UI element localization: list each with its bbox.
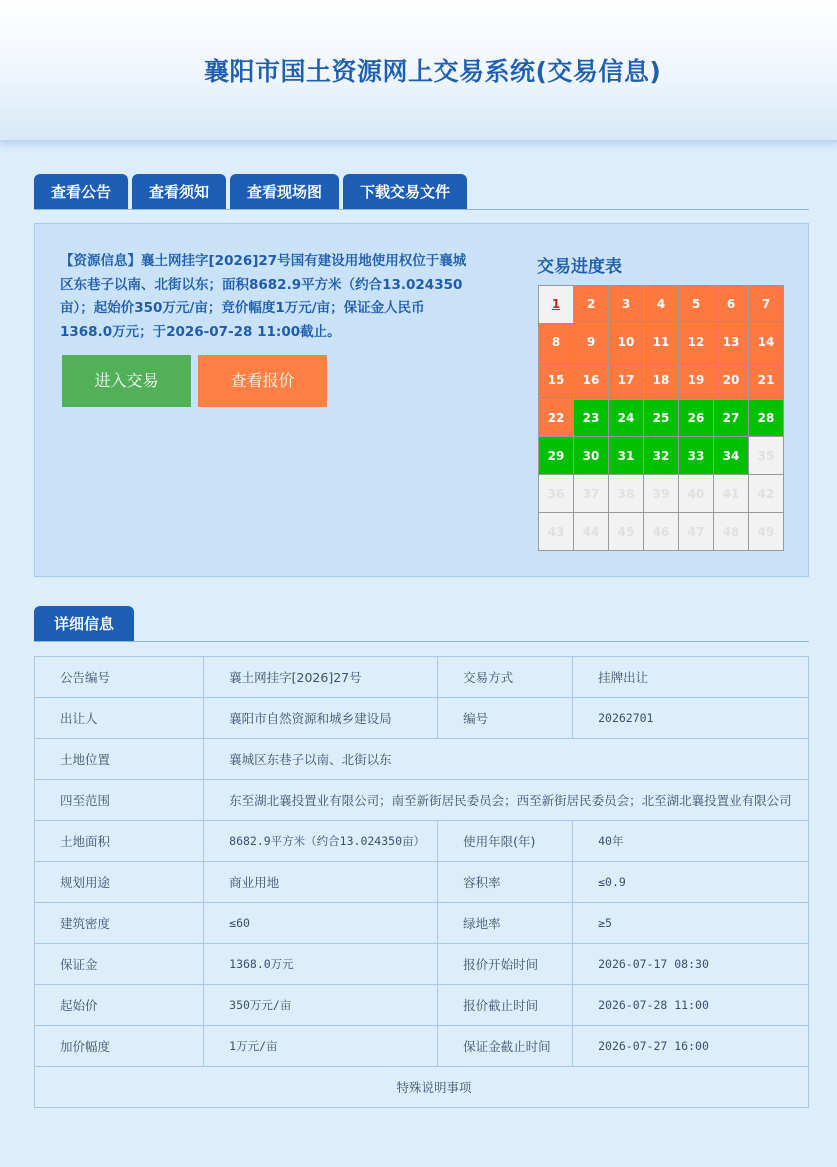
row-label: 出让人 (35, 698, 204, 739)
progress-cell-21: 21 (749, 362, 784, 400)
page-title: 襄阳市国土资源网上交易系统(交易信息) (204, 57, 662, 86)
row-value: ≤60 (204, 903, 438, 944)
detail-divider (34, 641, 809, 642)
progress-cell-49: 49 (749, 513, 784, 551)
row-value: 襄城区东巷子以南、北街以东 (204, 739, 809, 780)
progress-cell-19: 19 (679, 362, 714, 400)
row-label: 加价幅度 (35, 1026, 204, 1067)
row-label: 保证金截止时间 (438, 1026, 573, 1067)
progress-cell-8: 8 (539, 324, 574, 362)
progress-cell-47: 47 (679, 513, 714, 551)
tab-details[interactable]: 详细信息 (34, 606, 134, 642)
row-value: ≥5 (573, 903, 809, 944)
progress-cell-46: 46 (644, 513, 679, 551)
progress-cell-48: 48 (714, 513, 749, 551)
page-header (0, 0, 837, 142)
progress-cell-39: 39 (644, 475, 679, 513)
top-tabs (34, 174, 467, 210)
progress-cell-12: 12 (679, 324, 714, 362)
progress-cell-2: 2 (574, 286, 609, 324)
progress-cell-33: 33 (679, 437, 714, 475)
row-value: 8682.9平方米（约合13.024350亩） (204, 821, 438, 862)
progress-title: 交易进度表 (537, 257, 622, 277)
progress-cell-42: 42 (749, 475, 784, 513)
table-row (35, 657, 809, 698)
progress-cell-23: 23 (574, 400, 609, 438)
row-value: 1368.0万元 (204, 944, 438, 985)
resource-info-panel (34, 223, 809, 577)
resource-info-text: 【资源信息】襄土网挂字[2026]27号国有建设用地使用权位于襄城区东巷子以南、北街以东；面积8682.9平方米（约合13.024350亩）；起始价350万元/亩；竞价幅度1万元/亩；保证金人民币1368.0万元；于2026-07-28 11:00截止。 (60, 253, 467, 340)
progress-cell-27: 27 (714, 400, 749, 438)
special-notes-row: 特殊说明事项 (35, 1067, 809, 1108)
row-label: 规划用途 (35, 862, 204, 903)
row-label: 土地位置 (35, 739, 204, 780)
row-value: 襄阳市自然资源和城乡建设局 (204, 698, 438, 739)
progress-cell-30: 30 (574, 437, 609, 475)
table-row (35, 821, 809, 862)
table-row (35, 944, 809, 985)
row-label: 四至范围 (35, 780, 204, 821)
progress-cell-31: 31 (609, 437, 644, 475)
progress-cell-40: 40 (679, 475, 714, 513)
row-label: 土地面积 (35, 821, 204, 862)
progress-cell-44: 44 (574, 513, 609, 551)
row-label: 建筑密度 (35, 903, 204, 944)
progress-cell-17: 17 (609, 362, 644, 400)
row-label: 容积率 (438, 862, 573, 903)
detail-table (34, 656, 809, 1108)
row-value: 40年 (573, 821, 809, 862)
row-label: 报价截止时间 (438, 985, 573, 1026)
progress-cell-41: 41 (714, 475, 749, 513)
tab-notice[interactable]: 查看须知 (132, 174, 226, 210)
row-value: 商业用地 (204, 862, 438, 903)
progress-cell-9: 9 (574, 324, 609, 362)
progress-cell-22: 22 (539, 400, 574, 438)
table-row (35, 739, 809, 780)
row-value: ≤0.9 (573, 862, 809, 903)
progress-cell-18: 18 (644, 362, 679, 400)
row-label: 交易方式 (438, 657, 573, 698)
row-value: 350万元/亩 (204, 985, 438, 1026)
tab-site-map[interactable]: 查看现场图 (230, 174, 339, 210)
view-quote-button[interactable]: 查看报价 (198, 355, 327, 407)
progress-cell-29: 29 (539, 437, 574, 475)
progress-cell-35: 35 (749, 437, 784, 475)
progress-cell-43: 43 (539, 513, 574, 551)
progress-cell-11: 11 (644, 324, 679, 362)
tab-download-files[interactable]: 下载交易文件 (343, 174, 467, 210)
row-value: 1万元/亩 (204, 1026, 438, 1067)
table-row (35, 903, 809, 944)
row-label: 公告编号 (35, 657, 204, 698)
table-row (35, 698, 809, 739)
row-value: 襄土网挂字[2026]27号 (204, 657, 438, 698)
row-value: 挂牌出让 (573, 657, 809, 698)
row-label: 绿地率 (438, 903, 573, 944)
progress-cell-15: 15 (539, 362, 574, 400)
row-value: 20262701 (573, 698, 809, 739)
tab-announcement[interactable]: 查看公告 (34, 174, 128, 210)
table-row (35, 1026, 809, 1067)
progress-cell-16: 16 (574, 362, 609, 400)
progress-cell-45: 45 (609, 513, 644, 551)
row-label: 起始价 (35, 985, 204, 1026)
progress-cell-37: 37 (574, 475, 609, 513)
row-label: 使用年限(年) (438, 821, 573, 862)
table-row (35, 985, 809, 1026)
progress-cell-36: 36 (539, 475, 574, 513)
progress-cell-6: 6 (714, 286, 749, 324)
row-value: 2026-07-28 11:00 (573, 985, 809, 1026)
progress-cell-34: 34 (714, 437, 749, 475)
row-value: 东至湖北襄投置业有限公司；南至新街居民委员会；西至新街居民委员会；北至湖北襄投置业有限公司 (204, 780, 809, 821)
row-label: 编号 (438, 698, 573, 739)
progress-cell-13: 13 (714, 324, 749, 362)
progress-cell-10: 10 (609, 324, 644, 362)
table-row (35, 862, 809, 903)
row-value: 2026-07-27 16:00 (573, 1026, 809, 1067)
row-label: 保证金 (35, 944, 204, 985)
progress-grid (538, 285, 784, 551)
progress-cell-26: 26 (679, 400, 714, 438)
enter-trade-button[interactable]: 进入交易 (62, 355, 191, 407)
progress-cell-7: 7 (749, 286, 784, 324)
progress-cell-14: 14 (749, 324, 784, 362)
progress-cell-3: 3 (609, 286, 644, 324)
progress-cell-25: 25 (644, 400, 679, 438)
progress-cell-24: 24 (609, 400, 644, 438)
table-row (35, 780, 809, 821)
progress-cell-28: 28 (749, 400, 784, 438)
progress-cell-4: 4 (644, 286, 679, 324)
progress-cell-1[interactable]: 1 (539, 286, 574, 324)
tab-divider (34, 209, 809, 210)
progress-cell-38: 38 (609, 475, 644, 513)
row-label: 报价开始时间 (438, 944, 573, 985)
progress-cell-32: 32 (644, 437, 679, 475)
progress-cell-5: 5 (679, 286, 714, 324)
row-value: 2026-07-17 08:30 (573, 944, 809, 985)
progress-cell-20: 20 (714, 362, 749, 400)
table-row (35, 1067, 809, 1108)
